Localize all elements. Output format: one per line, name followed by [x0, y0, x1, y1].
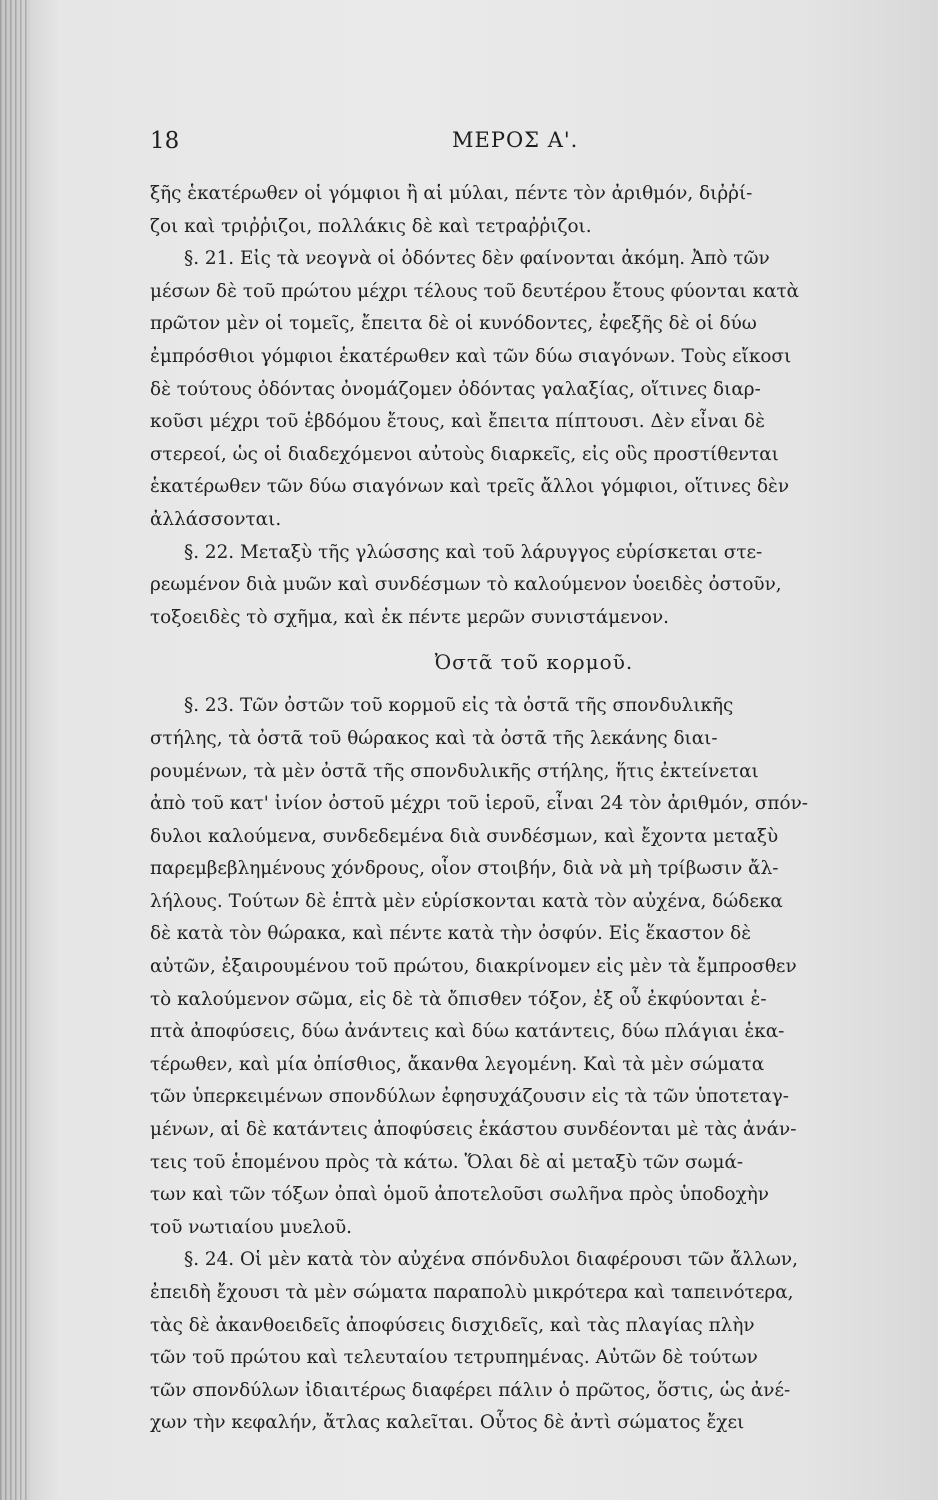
text-line: αὐτῶν, ἐξαιρουμένου τοῦ πρώτου, διακρίνομεν εἰς μὲν τὰ ἔμπροσθεν: [150, 956, 797, 978]
text-line: μένων, αἱ δὲ κατάντεις ἀποφύσεις ἑκάστου συνδέονται μὲ τὰς ἀνάν-: [150, 1119, 797, 1141]
text-line: πτὰ ἀποφύσεις, δύω ἀνάντεις καὶ δύω κατάντεις, δύω πλάγιαι ἑκα-: [150, 1021, 785, 1043]
text-line: τέρωθεν, καὶ μία ὀπίσθιος, ἄκανθα λεγομένη. Καὶ τὰ μὲν σώματα: [150, 1053, 765, 1075]
text-line: ἑκατέρωθεν τῶν δύω σιαγόνων καὶ τρεῖς ἄλλοι γόμφιοι, οἵτινες δὲν: [150, 476, 790, 498]
text-line: στερεοί, ὡς οἱ διαδεχόμενοι αὐτοὺς διαρκεῖς, εἰς οὓς προστίθενται: [150, 443, 779, 465]
text-line: ἐπειδὴ ἔχουσι τὰ μὲν σώματα παραπολὺ μικρότερα καὶ ταπεινότερα,: [150, 1282, 794, 1303]
text-line: δὲ τούτους ὀδόντας ὀνομάζομεν ὀδόντας γαλαξίας, οἵτινες διαρ-: [150, 378, 761, 400]
text-line: στήλης, τὰ ὀστᾶ τοῦ θώρακος καὶ τὰ ὀστᾶ τῆς λεκάνης διαι-: [150, 727, 718, 749]
text-line: τῶν σπονδύλων ἰδιαιτέρως διαφέρει πάλιν ὁ πρῶτος, ὅστις, ὡς ἀνέ-: [150, 1379, 791, 1401]
paragraph-24-start: §. 24. Οἱ μὲν κατὰ τὸν αὐχένα σπόνδυλοι διαφέρουσι τῶν ἄλλων,: [184, 1249, 798, 1271]
text-line: ρεωμένον διὰ μυῶν καὶ συνδέσμων τὸ καλούμενον ὑοειδὲς ὀστοῦν,: [150, 574, 782, 596]
section-heading: Ὀστᾶ τοῦ κορμοῦ.: [434, 650, 634, 675]
text-line: ἀλλάσσονται.: [150, 508, 282, 530]
text-line: λήλους. Τούτων δὲ ἑπτὰ μὲν εὑρίσκονται κατὰ τὸν αὐχένα, δώδεκα: [150, 890, 783, 912]
text-line: τοῦ νωτιαίου μυελοῦ.: [150, 1216, 352, 1238]
page-edge-shading: [0, 0, 30, 1500]
text-line: ζοι καὶ τριῤῥιζοι, πολλάκις δὲ καὶ τετραῤῥιζοι.: [150, 215, 592, 237]
text-line: δυλοι καλούμενα, συνδεδεμένα διὰ συνδέσμων, καὶ ἔχοντα μεταξὺ: [150, 825, 779, 847]
text-line: παρεμβεβλημένους χόνδρους, οἷον στοιβήν, διὰ νὰ μὴ τρίβωσιν ἄλ-: [150, 858, 779, 880]
text-line: των καὶ τῶν τόξων ὀπαὶ ὁμοῦ ἀποτελοῦσι σωλῆνα πρὸς ὑποδοχὴν: [150, 1184, 769, 1206]
text-line: τῶν ὑπερκειμένων σπονδύλων ἐφησυχάζουσιν εἰς τὰ τῶν ὑποτεταγ-: [150, 1086, 789, 1108]
text-line: ἀπὸ τοῦ κατ' ἰνίον ὀστοῦ μέχρι τοῦ ἱεροῦ, εἶναι 24 τὸν ἀριθμόν, σπόν-: [150, 793, 808, 815]
text-line: τῶν τοῦ πρώτου καὶ τελευταίου τετρυπημένας. Αὐτῶν δὲ τούτων: [150, 1347, 758, 1369]
text-line: χων τὴν κεφαλήν, ἄτλας καλεῖται. Οὗτος δὲ ἀντὶ σώματος ἔχει: [150, 1412, 745, 1434]
body-text: [150, 178, 878, 1440]
text-line: δὲ κατὰ τὸν θώρακα, καὶ πέντε κατὰ τὴν ὀσφύν. Εἰς ἕκαστον δὲ: [150, 923, 752, 945]
running-head: ΜΕΡΟΣ Α'.: [452, 128, 579, 152]
text-line: τοξοειδὲς τὸ σχῆμα, καὶ ἐκ πέντε μερῶν συνιστάμενον.: [150, 606, 670, 628]
paragraph-23-start: §. 23. Τῶν ὀστῶν τοῦ κορμοῦ εἰς τὰ ὀστᾶ τῆς σπονδυλικῆς: [184, 695, 734, 717]
text-line: ξῆς ἑκατέρωθεν οἱ γόμφιοι ἢ αἱ μύλαι, πέντε τὸν ἀριθμόν, διῤῥί-: [150, 183, 753, 204]
page-number: 18: [150, 128, 180, 154]
text-line: ρουμένων, τὰ μὲν ὀστᾶ τῆς σπονδυλικῆς στήλης, ἥτις ἐκτείνεται: [150, 760, 759, 782]
text-line: τεις τοῦ ἑπομένου πρὸς τὰ κάτω. Ὅλαι δὲ αἱ μεταξὺ τῶν σωμά-: [150, 1151, 744, 1173]
text-line: μέσων δὲ τοῦ πρώτου μέχρι τέλους τοῦ δευτέρου ἔτους φύονται κατὰ: [150, 280, 800, 302]
paragraph-21-start: §. 21. Εἰς τὰ νεογνὰ οἱ ὀδόντες δὲν φαίνονται ἀκόμη. Ἀπὸ τῶν: [184, 248, 770, 270]
page-header: [0, 128, 938, 168]
paragraph-22-start: §. 22. Μεταξὺ τῆς γλώσσης καὶ τοῦ λάρυγγος εὑρίσκεται στε-: [184, 541, 763, 563]
text-line: τὰς δὲ ἀκανθοειδεῖς ἀποφύσεις δισχιδεῖς, καὶ τὰς πλαγίας πλὴν: [150, 1314, 755, 1336]
text-line: ἐμπρόσθιοι γόμφιοι ἑκατέρωθεν καὶ τῶν δύω σιαγόνων. Τοὺς εἴκοσι: [150, 345, 792, 367]
text-line: τὸ καλούμενον σῶμα, εἰς δὲ τὰ ὄπισθεν τόξον, ἐξ οὗ ἐκφύονται ἑ-: [150, 988, 767, 1010]
text-line: πρῶτον μὲν οἱ τομεῖς, ἔπειτα δὲ οἱ κυνόδοντες, ἐφεξῆς δὲ οἱ δύω: [150, 313, 757, 335]
text-line: κοῦσι μέχρι τοῦ ἑβδόμου ἔτους, καὶ ἔπειτα πίπτουσι. Δὲν εἶναι δὲ: [150, 411, 765, 433]
